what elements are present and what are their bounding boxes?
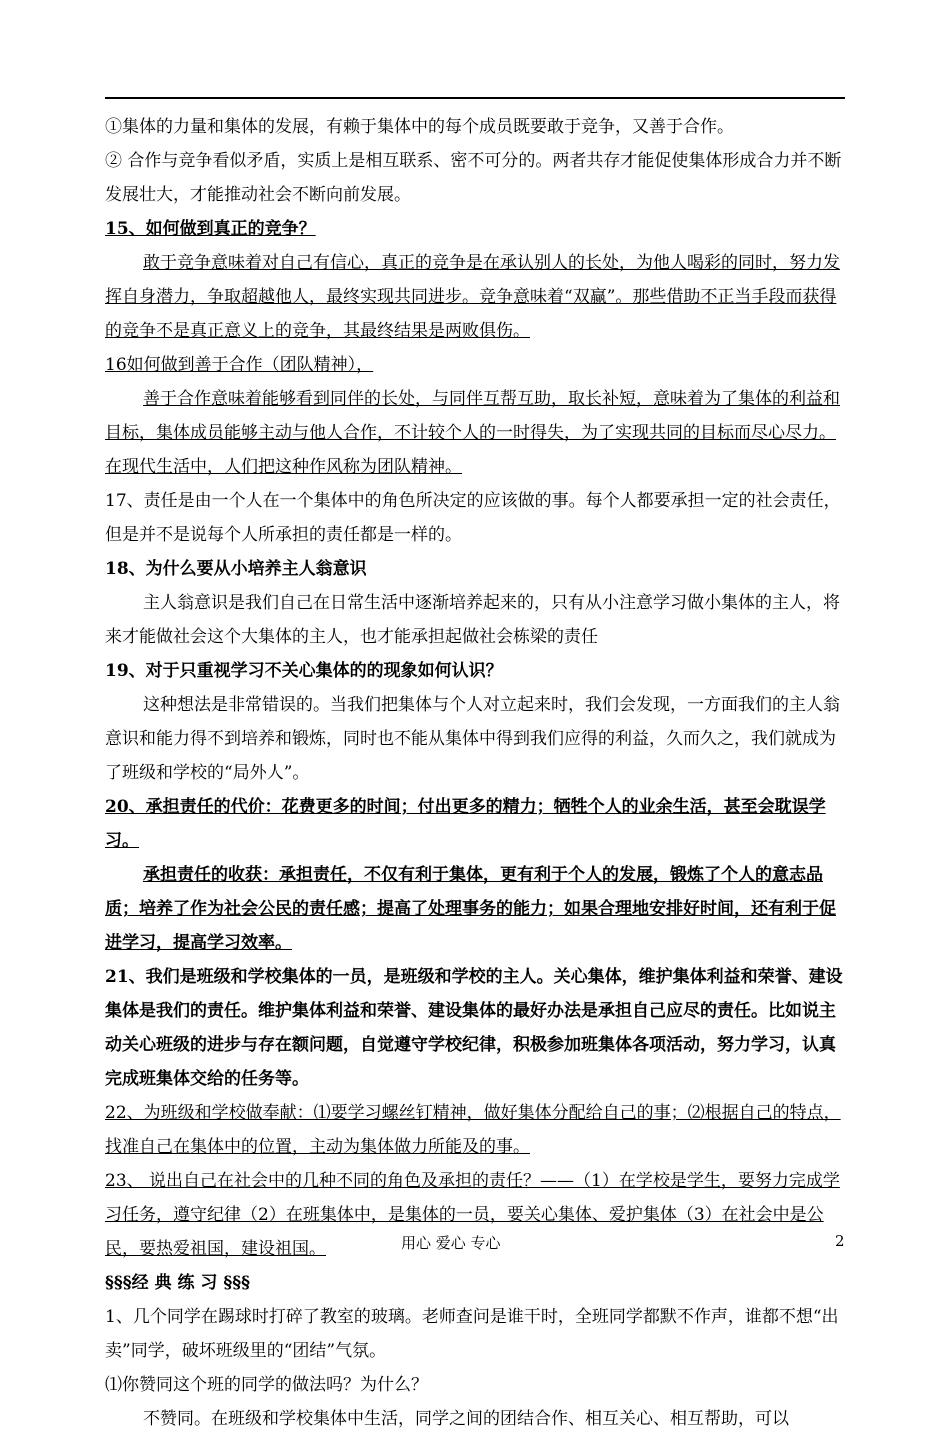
question-heading: 19、对于只重视学习不关心集体的的现象如何认识？ xyxy=(105,661,503,681)
answer-paragraph: 这种想法是非常错误的。当我们把集体与个人对立起来时，我们会发现，一方面我们的主人翁意识和能力得不到培养和锻炼，同时也不能从集体中得到我们应得的利益，久而久之，我们就成为了班级和学校的“局外人”。 xyxy=(105,695,840,783)
question-heading: 15、如何做到真正的竞争？ xyxy=(105,219,316,239)
page-number: 2 xyxy=(835,1232,845,1250)
paragraph: ①集体的力量和集体的发展，有赖于集体中的每个成员既要敢于竞争，又善于合作。 xyxy=(105,117,734,137)
paragraph: 23、 说出自己在社会中的几种不同的角色及承担的责任？——（1）在学校是学生，要努力完成学习任务，遵守纪律（2）在班集体中，是集体的一员，要关心集体、爱护集体（3）在社会中是公民，要热爱祖国，建设祖国。 xyxy=(105,1171,840,1259)
answer-paragraph: 敢于竞争意味着对自己有信心，真正的竞争是在承认别人的长处，为他人喝彩的同时，努力发挥自身潜力，争取超越他人，最终实现共同进步。竞争意味着“双赢”。那些借助不正当手段而获得的竞争不是真正意义上的竞争，其最终结果是两败俱伤。 xyxy=(105,253,840,341)
answer-paragraph: 主人翁意识是我们自己在日常生活中逐渐培养起来的，只有从小注意学习做小集体的主人，将来才能做社会这个大集体的主人，也才能承担起做社会栋梁的责任 xyxy=(105,593,840,647)
exercise-answer: 不赞同。在班级和学校集体中生活，同学之间的团结合作、相互关心、相互帮助，可以 xyxy=(143,1409,789,1429)
section-heading: §§§经 典 练 习 §§§ xyxy=(105,1273,251,1293)
paragraph: ② 合作与竞争看似矛盾，实质上是相互联系、密不可分的。两者共存才能促使集体形成合力并不断发展壮大，才能推动社会不断向前发展。 xyxy=(105,151,842,205)
question-heading: 16如何做到善于合作（团队精神）， xyxy=(105,355,374,375)
paragraph: 20、承担责任的代价：花费更多的时间；付出更多的精力；牺牲个人的业余生活，甚至会耽误学习。 xyxy=(105,797,826,851)
paragraph: 17、责任是由一个人在一个集体中的角色所决定的应该做的事。每个人都要承担一定的社会责任，但是并不是说每个人所承担的责任都是一样的。 xyxy=(105,491,841,545)
exercise-subquestion: ⑴你赞同这个班的同学的做法吗？为什么？ xyxy=(105,1375,428,1395)
exercise-question: 1、几个同学在踢球时打碎了教室的玻璃。老师查问是谁干时，全班同学都默不作声，谁都不想“出卖”同学，破坏班级里的“团结”气氛。 xyxy=(105,1307,839,1361)
answer-paragraph: 善于合作意味着能够看到同伴的长处，与同伴互帮互助，取长补短，意味着为了集体的利益和目标，集体成员能够主动与他人合作，不计较个人的一时得失，为了实现共同的目标而尽心尽力。在现代生活中，人们把这种作风称为团队精神。 xyxy=(105,389,840,477)
question-heading: 18、为什么要从小培养主人翁意识 xyxy=(105,559,367,579)
footer-text: 用心 爱心 专心 xyxy=(401,1234,501,1252)
header-rule xyxy=(105,97,845,99)
paragraph: 承担责任的收获：承担责任，不仅有利于集体，更有利于个人的发展，锻炼了个人的意志品质；培养了作为社会公民的责任感；提高了处理事务的能力；如果合理地安排好时间，还有利于促进学习，提高学习效率。 xyxy=(105,865,836,953)
paragraph: 21、我们是班级和学校集体的一员，是班级和学校的主人。关心集体，维护集体利益和荣誉、建设集体是我们的责任。维护集体利益和荣誉、建设集体的最好办法是承担自己应尽的责任。比如说主动关心班级的进步与存在额问题，自觉遵守学校纪律，积极参加班集体各项活动，努力学习，认真完成班集体交给的任务等。 xyxy=(105,967,843,1089)
paragraph: 22、为班级和学校做奉献：⑴要学习螺丝钉精神，做好集体分配给自己的事；⑵根据自己的特点，找准自己在集体中的位置，主动为集体做力所能及的事。 xyxy=(105,1103,841,1157)
